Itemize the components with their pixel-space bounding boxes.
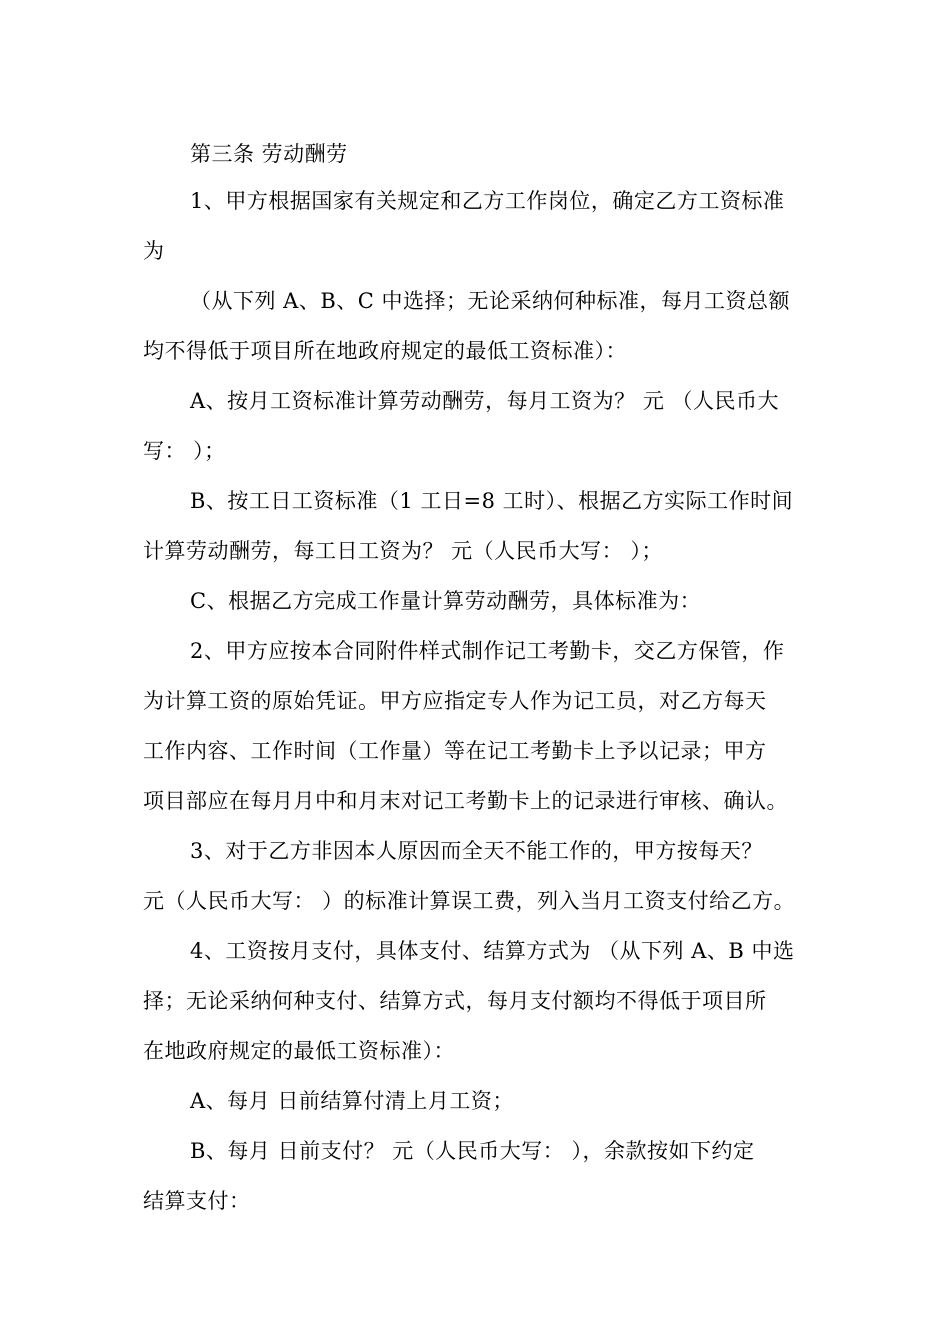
paragraph-line: 元（人民币大写： ）的标准计算误工费，列入当月工资支付给乙方。 [143, 889, 796, 913]
paragraph-line: 为 [143, 239, 165, 263]
paragraph-line: 计算劳动酬劳，每工日工资为？ 元（人民币大写： ）； [143, 539, 663, 563]
paragraph-line: C、根据乙方完成工作量计算劳动酬劳，具体标准为： [190, 589, 702, 613]
paragraph-line: 在地政府规定的最低工资标准）： [143, 1039, 455, 1063]
paragraph-line: 结算支付： [143, 1189, 251, 1213]
paragraph-line: 4、工资按月支付，具体支付、结算方式为 （从下列 A、B 中选 [190, 939, 795, 963]
paragraph-line: B、每月 日前支付？ 元（人民币大写： ），余款按如下约定 [190, 1139, 755, 1163]
article-heading: 第三条 劳动酬劳 [190, 142, 348, 166]
paragraph-line: 1、甲方根据国家有关规定和乙方工作岗位，确定乙方工资标准 [190, 189, 785, 213]
paragraph-line: 工作内容、工作时间（工作量）等在记工考勤卡上予以记录；甲方 [143, 739, 767, 763]
paragraph-line: 2、甲方应按本合同附件样式制作记工考勤卡，交乙方保管，作 [190, 639, 785, 663]
paragraph-line: 为计算工资的原始凭证。甲方应指定专人作为记工员，对乙方每天 [143, 689, 767, 713]
paragraph-line: A、按月工资标准计算劳动酬劳，每月工资为？ 元 （人民币大 [190, 389, 780, 413]
paragraph-line: 写： ）； [143, 439, 226, 463]
paragraph-line: 项目部应在每月月中和月末对记工考勤卡上的记录进行审核、确认。 [143, 789, 788, 813]
paragraph-line: B、按工日工资标准（1 工日=8 工时）、根据乙方实际工作时间 [190, 489, 794, 513]
paragraph-line: （从下列 A、B、C 中选择；无论采纳何种标准，每月工资总额 [190, 289, 791, 313]
paragraph-line: 择；无论采纳何种支付、结算方式，每月支付额均不得低于项目所 [143, 989, 767, 1013]
paragraph-line: A、每月 日前结算付清上月工资； [190, 1089, 514, 1113]
paragraph-line: 均不得低于项目所在地政府规定的最低工资标准）： [143, 339, 627, 363]
paragraph-line: 3、对于乙方非因本人原因而全天不能工作的，甲方按每天？ [190, 839, 763, 863]
